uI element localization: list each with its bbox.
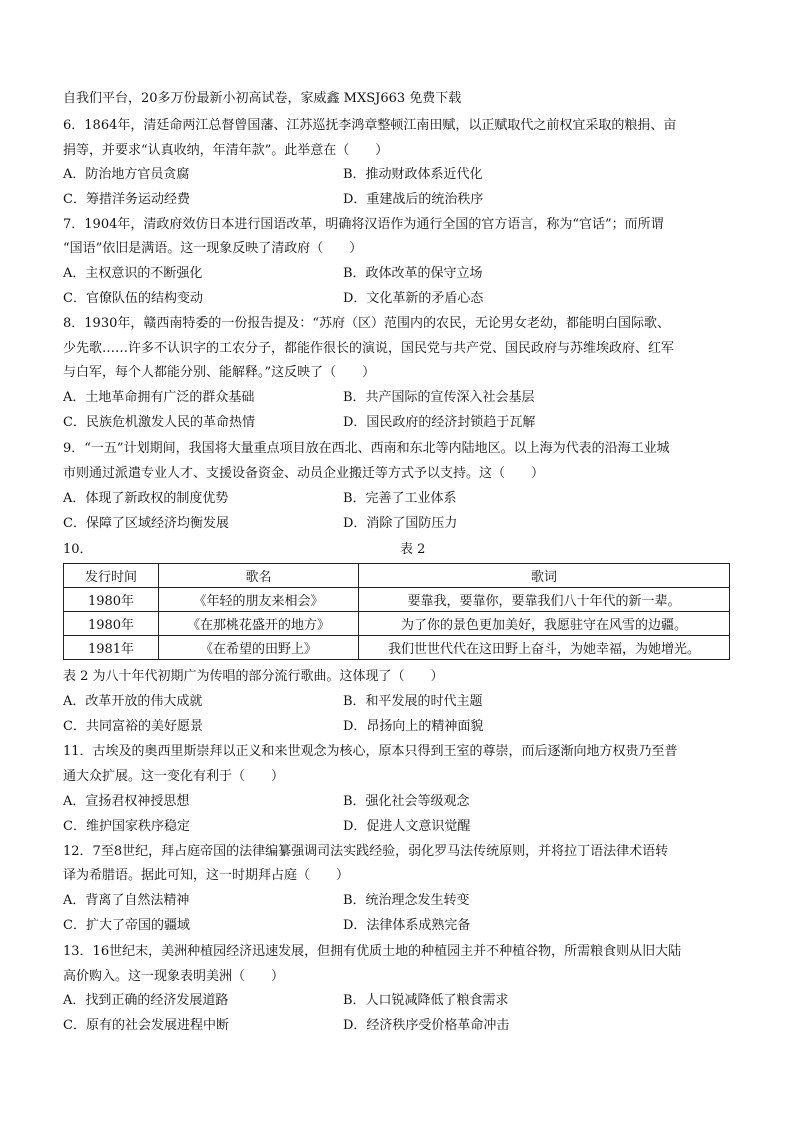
question-11-option-b: B．强化社会等级观念 xyxy=(343,794,470,809)
question-13-option-a: A．找到正确的经济发展道路 xyxy=(63,993,229,1008)
question-8-option-a: A．土地革命拥有广泛的群众基础 xyxy=(63,390,255,405)
question-10-option-b: B．和平发展的时代主题 xyxy=(343,694,483,709)
question-13-option-b: B．人口锐减降低了粮食需求 xyxy=(343,993,509,1008)
table-cell: 要靠我，要靠你，要靠我们八十年代的新一辈。 xyxy=(359,588,730,612)
question-10-number: 10． xyxy=(63,542,93,557)
question-12-stem-line-1: 12．7至8世纪，拜占庭帝国的法律编纂强调司法实践经验，弱化罗马法传统原则，并将拉丁语法律术语转 xyxy=(63,844,669,859)
question-12-option-d: D．法律体系成熟完备 xyxy=(343,918,471,933)
question-9-option-b: B．完善了工业体系 xyxy=(343,491,457,506)
table-cell: 《年轻的朋友来相会》 xyxy=(159,588,359,612)
table-header-cell: 歌名 xyxy=(159,564,359,588)
table-cell: 为了你的景色更加美好，我愿驻守在风雪的边疆。 xyxy=(359,612,730,636)
question-11-option-d: D．促进人文意识觉醒 xyxy=(343,819,471,834)
question-9-option-d: D．消除了国防压力 xyxy=(343,516,458,531)
question-6-option-a: A．防治地方官员贪腐 xyxy=(63,167,190,182)
question-7-option-b: B．政体改革的保守立场 xyxy=(343,266,483,281)
table-caption: 表 2 xyxy=(400,542,426,557)
question-6-option-d: D．重建战后的统治秩序 xyxy=(343,192,484,207)
question-10-option-a: A．改革开放的伟大成就 xyxy=(63,694,203,709)
question-7-option-a: A．主权意识的不断强化 xyxy=(63,266,203,281)
question-13-option-c: C．原有的社会发展进程中断 xyxy=(63,1018,229,1033)
question-11-option-c: C．维护国家秩序稳定 xyxy=(63,819,190,834)
question-9-option-a: A．体现了新政权的制度优势 xyxy=(63,491,229,506)
question-8-option-b: B．共产国际的宣传深入社会基层 xyxy=(343,390,535,405)
table-cell: 1981年 xyxy=(64,636,159,660)
question-13-option-d: D．经济秩序受价格革命冲击 xyxy=(343,1018,510,1033)
table-cell: 《在那桃花盛开的地方》 xyxy=(159,612,359,636)
question-7-option-c: C．官僚队伍的结构变动 xyxy=(63,291,203,306)
question-10-stem: 表 2 为八十年代初期广为传唱的部分流行歌曲。这体现了（ ） xyxy=(63,669,444,684)
question-9-stem-line-1: 9．“一五”计划期间，我国将大量重点项目放在西北、西南和东北等内陆地区。以上海为代表的沿海工业城 xyxy=(63,441,670,456)
question-6-stem-line-2: 捐等，并要求“认真收纳，年清年款”。此举意在（ ） xyxy=(63,143,389,158)
question-10-option-d: D．昂扬向上的精神面貌 xyxy=(343,719,484,734)
question-8-stem-line-2: 少先歌……许多不认识字的工农分子，都能作很长的演说，国民党与共产党、国民政府与苏维埃政府、红军 xyxy=(63,341,675,356)
question-9-option-c: C．保障了区域经济均衡发展 xyxy=(63,516,229,531)
question-7-stem-line-2: “国语”依旧是满语。这一现象反映了清政府（ ） xyxy=(63,241,363,256)
question-6-option-b: B．推动财政体系近代化 xyxy=(343,167,483,182)
question-9-stem-line-2: 市则通过派遣专业人才、支援设备资金、动员企业搬迁等方式予以支持。这（ ） xyxy=(63,466,545,481)
question-13-stem-line-2: 高价购入。这一现象表明美洲（ ） xyxy=(63,969,285,984)
question-12-option-b: B．统治理念发生转变 xyxy=(343,893,470,908)
question-6-stem-line-1: 6．1864年，清廷命两江总督曾国藩、江苏巡抚李鸿章整顿江南田赋，以正赋取代之前权宜采取的粮捐、亩 xyxy=(63,118,677,133)
question-11-stem-line-2: 通大众扩展。这一变化有利于（ ） xyxy=(63,769,285,784)
question-7-option-d: D．文化革新的矛盾心态 xyxy=(343,291,484,306)
question-12-option-a: A．背离了自然法精神 xyxy=(63,893,190,908)
question-8-option-d: D．国民政府的经济封锁趋于瓦解 xyxy=(343,415,536,430)
question-7-stem-line-1: 7．1904年，清政府效仿日本进行国语改革，明确将汉语作为通行全国的官方语言，称为“官话”；而所谓 xyxy=(63,217,664,232)
question-12-option-c: C．扩大了帝国的疆域 xyxy=(63,918,190,933)
question-6-option-c: C．筹措洋务运动经费 xyxy=(63,192,190,207)
question-11-stem-line-1: 11．古埃及的奥西里斯崇拜以正义和来世观念为核心，原本只得到王室的尊崇，而后逐渐向地方权贵乃至普 xyxy=(63,744,678,759)
question-8-stem-line-3: 与白军，每个人都能分别、能解释。”这反映了（ ） xyxy=(63,365,376,380)
table-cell: 1980年 xyxy=(64,612,159,636)
question-8-option-c: C．民族危机激发人民的革命热情 xyxy=(63,415,255,430)
table-row xyxy=(64,588,730,612)
question-10-option-c: C．共同富裕的美好愿景 xyxy=(63,719,203,734)
question-12-stem-line-2: 译为希腊语。据此可知，这一时期拜占庭（ ） xyxy=(63,868,350,883)
table-row xyxy=(64,636,730,660)
table-cell: 我们世世代代在这田野上奋斗，为她幸福，为她增光。 xyxy=(359,636,730,660)
question-8-stem-line-1: 8．1930年，赣西南特委的一份报告提及：“苏府（区）范围内的农民，无论男女老幼，都能明白国际歌、 xyxy=(63,316,671,331)
table-row xyxy=(64,612,730,636)
table-header-row xyxy=(64,564,730,588)
table-cell: 1980年 xyxy=(64,588,159,612)
header-promo-text: 自我们平台，20多万份最新小初高试卷，家威鑫 MXSJ663 免费下载 xyxy=(63,91,462,106)
table-header-cell: 歌词 xyxy=(359,564,730,588)
question-13-stem-line-1: 13．16世纪末，美洲种植园经济迅速发展，但拥有优质土地的种植园主并不种植谷物，所需粮食则从旧大陆 xyxy=(63,944,682,959)
table-header-cell: 发行时间 xyxy=(64,564,159,588)
song-table xyxy=(63,563,730,660)
question-11-option-a: A．宣扬君权神授思想 xyxy=(63,794,190,809)
table-cell: 《在希望的田野上》 xyxy=(159,636,359,660)
